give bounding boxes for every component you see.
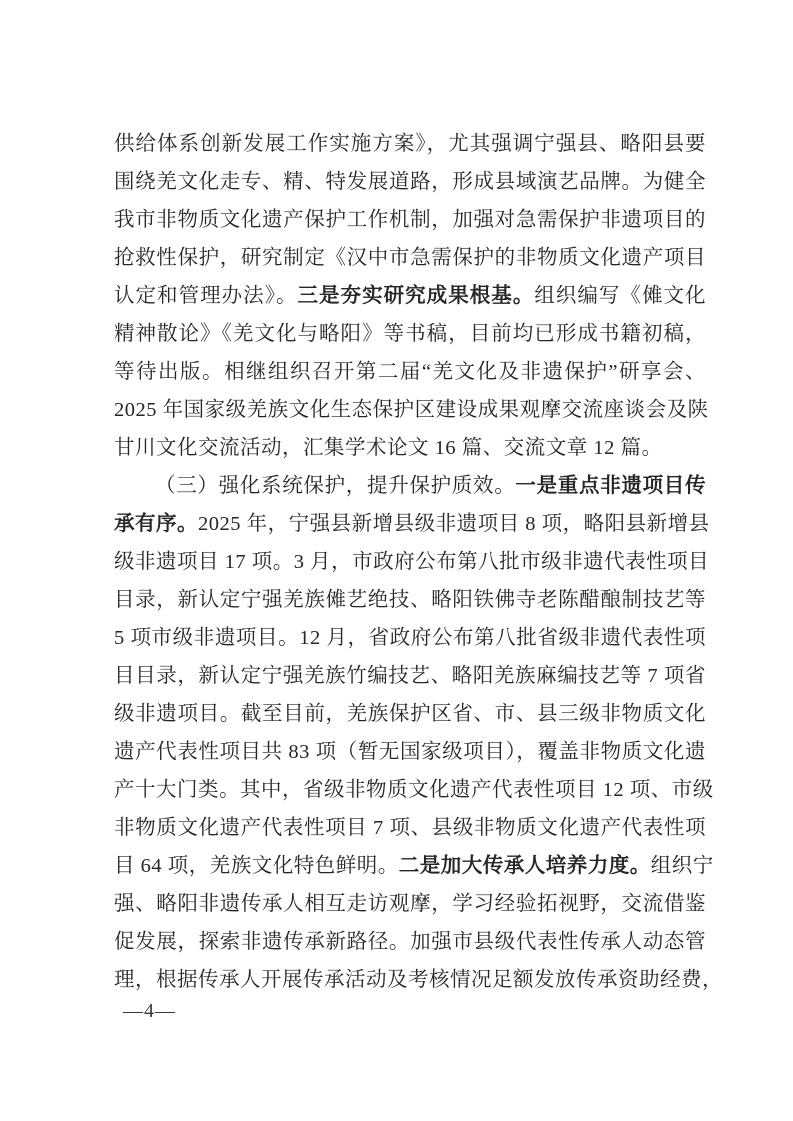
text-run: 5 项市级非遗项目。12 月，省政府公布第八批省级非遗代表性项: [114, 627, 706, 649]
text-run: 级非遗项目 17 项。3 月，市政府公布第八批市级非遗代表性项目: [114, 551, 710, 573]
text-run: 我市非物质文化遗产保护工作机制，加强对急需保护非遗项目的: [114, 209, 706, 231]
document-body: [114, 125, 723, 999]
text-run: 目 64 项，羌族文化特色鲜明。: [114, 855, 399, 877]
text-line: [114, 771, 714, 809]
text-line: [114, 923, 706, 961]
text-run: 精神散论》《羌文化与略阳》等书稿，目前均已形成书籍初稿，: [114, 323, 706, 345]
emphasis-text-run: 一是重点非遗项目传: [515, 475, 707, 497]
text-line: [114, 847, 714, 885]
text-run: 2025 年，宁强县新增县级非遗项目 8 项，略阳县新增县: [198, 513, 710, 535]
text-run: 供给体系创新发展工作实施方案》，尤其强调宁强县、略阳县要: [114, 133, 706, 155]
text-run: 强、略阳非遗传承人相互走访观摩，学习经验拓视野，交流借鉴: [114, 893, 706, 915]
text-run: 认定和管理办法》。: [114, 285, 298, 307]
text-run: 产十大门类。其中，省级非物质文化遗产代表性项目 12 项、市级: [114, 779, 714, 801]
text-run: 非物质文化遗产代表性项目 7 项、县级非物质文化遗产代表性项: [114, 817, 706, 839]
text-line: [114, 315, 706, 353]
text-line: [114, 581, 706, 619]
text-run: 2025 年国家级羌族文化生态保护区建设成果观摩交流座谈会及陕: [114, 399, 709, 421]
text-line: [114, 657, 706, 695]
text-line: [114, 239, 706, 277]
emphasis-text-run: 三是夯实研究成果根基。: [297, 285, 535, 307]
text-run: 组织宁: [650, 855, 714, 877]
text-line: [114, 619, 706, 657]
text-run: 围绕羌文化走专、精、特发展道路，形成县域演艺品牌。为健全: [114, 171, 706, 193]
text-line: [114, 543, 710, 581]
text-line: [114, 733, 706, 771]
text-line: [114, 353, 706, 391]
text-line: [114, 695, 706, 733]
text-run: 目录，新认定宁强羌族傩艺绝技、略阳铁佛寺老陈醋酿制技艺等: [114, 589, 706, 611]
text-line: [114, 125, 706, 163]
text-line: [114, 809, 706, 847]
text-line: [114, 961, 723, 999]
emphasis-text-run: 二是加大传承人培养力度。: [398, 855, 651, 877]
text-line: [114, 163, 706, 201]
text-line: [114, 885, 706, 923]
text-line: [114, 391, 709, 429]
emphasis-text-run: 承有序。: [114, 513, 198, 535]
text-run: 遗产代表性项目共 83 项（暂无国家级项目），覆盖非物质文化遗: [114, 741, 706, 763]
text-line: [114, 505, 710, 543]
text-line: [114, 429, 706, 467]
page-number: —4—: [123, 1000, 176, 1022]
text-run: 目目录，新认定宁强羌族竹编技艺、略阳羌族麻编技艺等 7 项省: [114, 665, 706, 687]
text-run: 等待出版。相继组织召开第二届“羌文化及非遗保护”研享会、: [114, 361, 706, 383]
text-run: 甘川文化交流活动，汇集学术论文 16 篇、交流文章 12 篇。: [114, 437, 663, 459]
text-run: 促发展，探索非遗传承新路径。加强市县级代表性传承人动态管: [114, 931, 706, 953]
text-line: [114, 277, 706, 315]
text-line: [114, 201, 706, 239]
text-run: 抢救性保护，研究制定《汉中市急需保护的非物质文化遗产项目: [114, 247, 706, 269]
text-run: 组织编写《傩文化: [534, 285, 707, 307]
text-run: 级非遗项目。截至目前，羌族保护区省、市、县三级非物质文化: [114, 703, 706, 725]
text-line: [114, 467, 706, 505]
text-run: 理，根据传承人开展传承活动及考核情况足额发放传承资助经费，: [114, 969, 723, 991]
text-run: （三）强化系统保护，提升保护质效。: [155, 475, 516, 497]
